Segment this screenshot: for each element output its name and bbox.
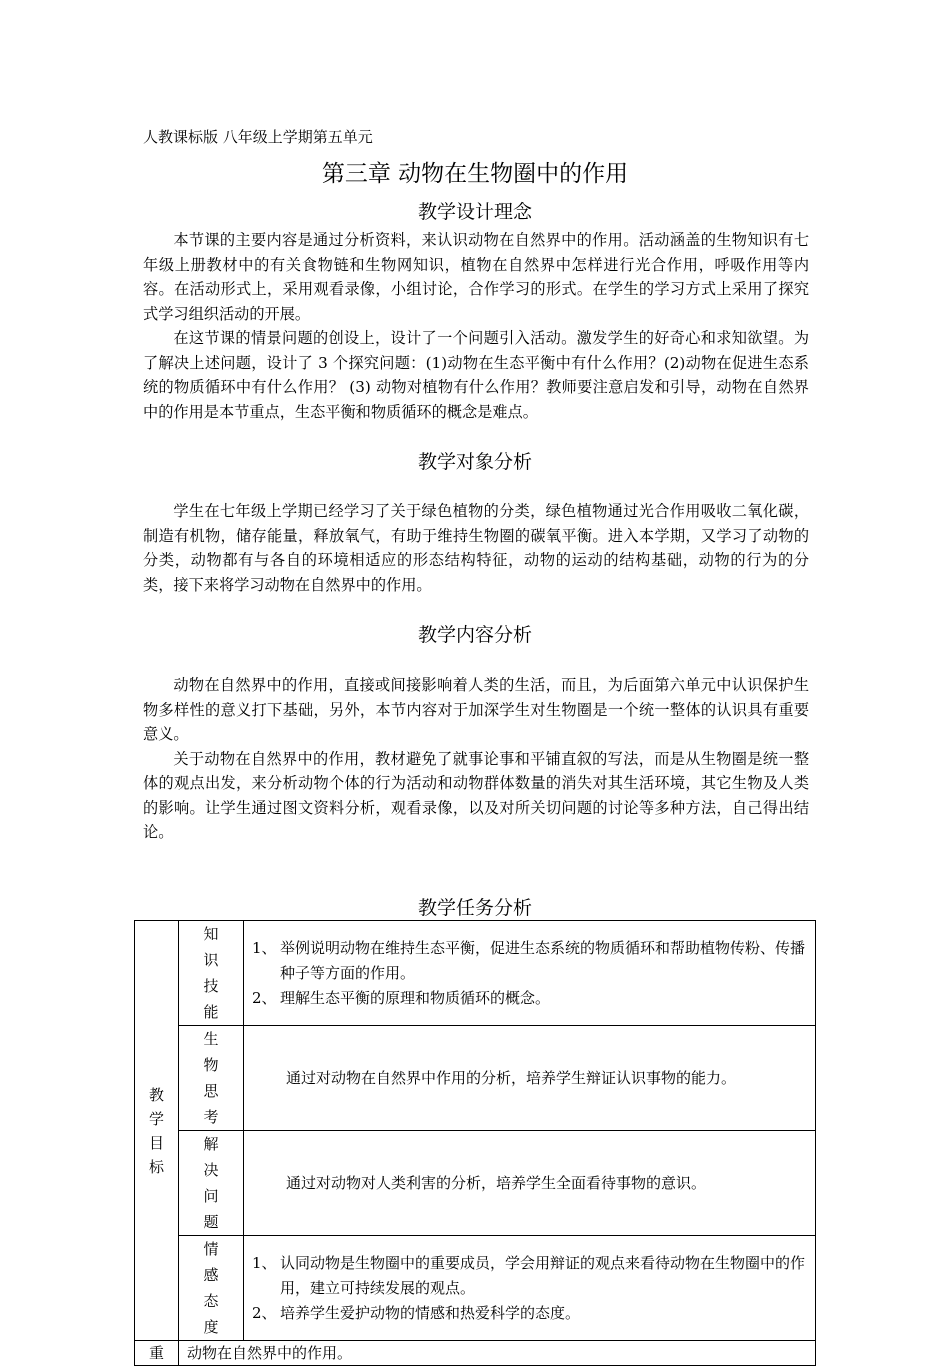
sub-label-cell (179, 1026, 244, 1131)
sub-label: 知识技能 (203, 925, 232, 1021)
table-row (135, 1236, 816, 1341)
list-item (252, 986, 807, 1011)
heading-students: 教学对象分析 (417, 451, 532, 473)
list-text: 认同动物是生物圈中的重要成员，学会用辩证的观点来看待动物在生物圈中的作用，建立可持续发展的观点。 (280, 1253, 806, 1297)
table-row (135, 1131, 816, 1236)
key-content-cell: 动物在自然界中的作用。 (179, 1341, 816, 1366)
list-item (252, 1301, 807, 1326)
sub-label: 情感态度 (203, 1240, 232, 1336)
design-section (143, 228, 809, 424)
list-number: 1、 (252, 938, 277, 957)
list-text: 培养学生爱护动物的情感和热爱科学的态度。 (280, 1303, 581, 1322)
content-cell (244, 1026, 816, 1131)
content-paragraph-2: 关于动物在自然界中的作用，教材避免了就事论事和平铺直叙的写法，而是从生物圈是统一整体的观点出发，来分析动物个体的行为活动和动物群体数量的消失对其生活环境，其它生物及人类的影响。让学生通过图文资料分析，观看录像，以及对所关切问题的讨论等多种方法，自己得出结论。 (143, 749, 809, 841)
content-cell (244, 921, 816, 1026)
content-paragraph-1: 动物在自然界中的作用，直接或间接影响着人类的生活，而且，为后面第六单元中认识保护生物多样性的意义打下基础，另外，本节内容对于加深学生对生物圈是一个统一整体的认识具有重要意义。 (143, 676, 809, 743)
sub-label-cell (179, 1131, 244, 1236)
students-paragraph-1: 学生在七年级上学期已经学习了关于绿色植物的分类，绿色植物通过光合作用吸收二氧化碳，制造有机物，储存能量，释放氧气，有助于维持生物圈的碳氧平衡。进入本学期，又学习了动物的分类，动物都有与各自的环境相适应的形态结构特征，动物的运动的结构基础，动物的行为的分类，接下来将学习动物在自然界中的作用。 (143, 502, 809, 594)
list-number: 2、 (252, 1303, 277, 1322)
content-section (143, 673, 809, 845)
list-text: 理解生态平衡的原理和物质循环的概念。 (280, 988, 551, 1007)
content-cell (244, 1131, 816, 1236)
list-number: 2、 (252, 988, 277, 1007)
row-text: 通过对动物在自然界中作用的分析，培养学生辩证认识事物的能力。 (286, 1068, 737, 1087)
list-item (252, 936, 807, 986)
design-paragraph-2: 在这节课的情景问题的创设上，设计了一个问题引入活动。激发学生的好奇心和求知欲望。为了解决上述问题，设计了 3 个探究问题：(1)动物在生态平衡中有什么作用？(2)动物在促进生态系统的物质循环中有什么作用？ (3) 动物对植物有什么作用？教师要注意启发和引导，动物在自然界中的作用是本节重点，生态平衡和物质循环的概念是难点。 (143, 329, 809, 421)
table-row (135, 1026, 816, 1131)
students-section (143, 499, 809, 597)
key-label: 重 (149, 1344, 165, 1362)
table-row (135, 921, 816, 1026)
heading-content: 教学内容分析 (417, 624, 532, 646)
goal-label-cell (135, 921, 179, 1341)
row-text: 通过对动物对人类利害的分析，培养学生全面看待事物的意识。 (286, 1173, 707, 1192)
design-paragraph-1: 本节课的主要内容是通过分析资料，来认识动物在自然界中的作用。活动涵盖的生物知识有七年级上册教材中的有关食物链和生物网知识，植物在自然界中怎样进行光合作用，呼吸作用等内容。在活动形式上，采用观看录像，小组讨论，合作学习的形式。在学生的学习方式上采用了探究式学习组织活动的开展。 (143, 231, 809, 323)
tasks-table (134, 920, 816, 1366)
sub-label-cell (179, 1236, 244, 1341)
goal-label: 教学目标 (149, 1085, 165, 1176)
list-item (252, 1251, 807, 1301)
heading-design: 教学设计理念 (417, 201, 532, 223)
sub-label-cell (179, 921, 244, 1026)
sub-label: 解决问题 (203, 1135, 232, 1231)
list-number: 1、 (252, 1253, 277, 1272)
list-text: 举例说明动物在维持生态平衡，促进生态系统的物质循环和帮助植物传粉、传播种子等方面的作用。 (280, 938, 806, 982)
key-label-cell (135, 1341, 179, 1366)
sub-label: 生物思考 (203, 1030, 232, 1126)
document-subtitle: 人教课标版 八年级上学期第五单元 (143, 128, 373, 146)
content-cell (244, 1236, 816, 1341)
heading-tasks: 教学任务分析 (417, 897, 532, 919)
document-title: 第三章 动物在生物圈中的作用 (321, 161, 629, 187)
table-row (135, 1341, 816, 1366)
